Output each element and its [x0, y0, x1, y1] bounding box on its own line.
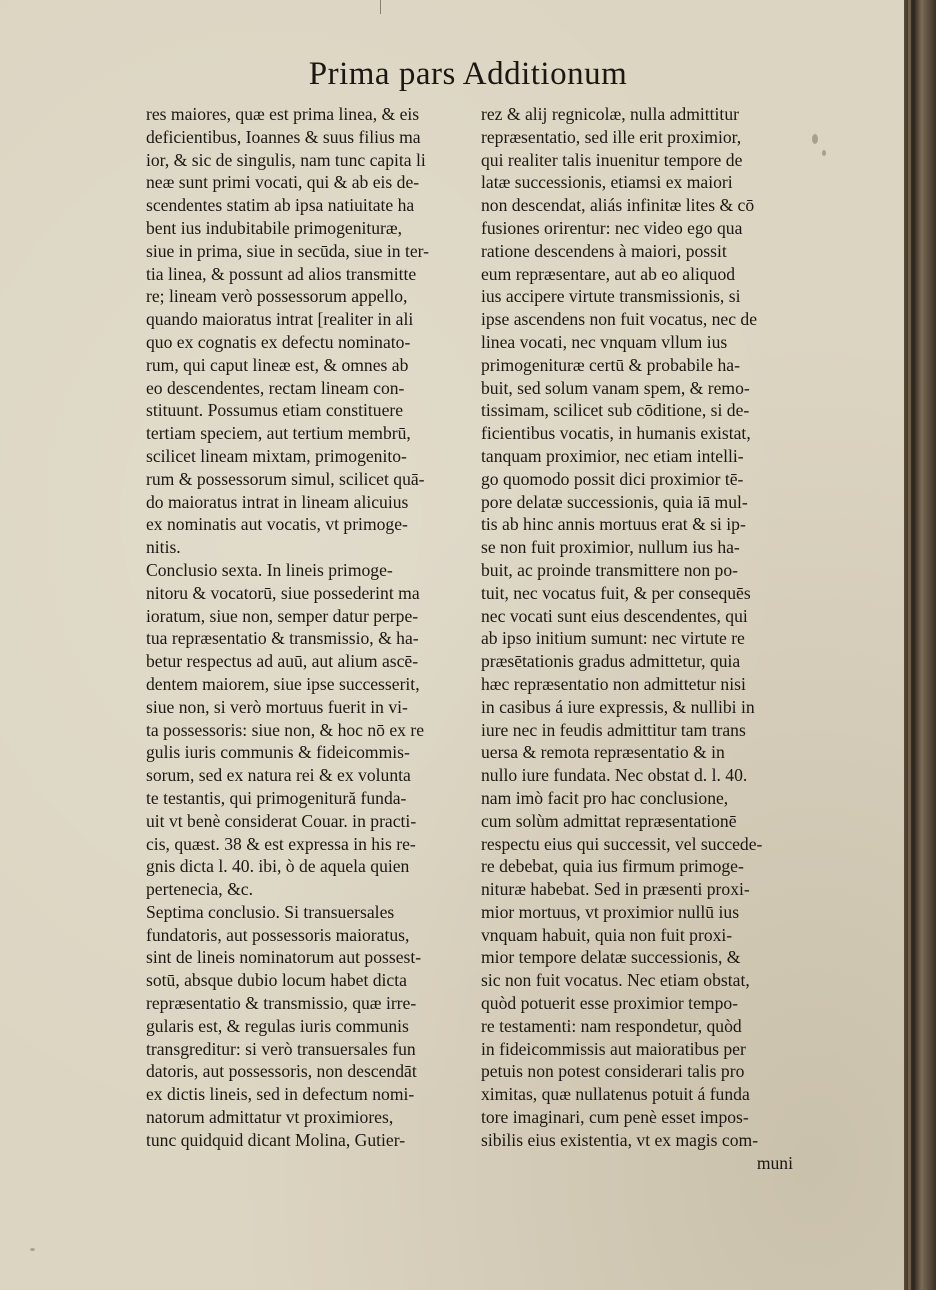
text-line: re; lineam verò possessorum appello,	[146, 286, 408, 307]
text-line: tissimam, scilicet sub cōditione, si de-	[481, 400, 750, 421]
text-line: tore imaginari, cum penè esset impos-	[481, 1107, 749, 1128]
text-line: quòd potuerit esse proximior tempo-	[481, 993, 739, 1014]
text-line: rum, qui caput lineæ est, & omnes ab	[146, 354, 409, 375]
text-line: ficientibus vocatis, in humanis existat,	[481, 423, 751, 444]
text-line: natorum admittatur vt proximiores,	[146, 1107, 394, 1128]
text-line: non descendat, aliás infinitæ lites & cō	[481, 195, 755, 216]
text-line: tertiam speciem, aut tertium membrū,	[146, 423, 411, 444]
page-signature-mark	[164, 1136, 168, 1152]
text-line: eum repræsentare, aut ab eo aliquod	[481, 263, 736, 284]
text-line: nam imò facit pro hac conclusione,	[481, 787, 729, 808]
book-edge-shadow	[904, 0, 936, 1290]
text-line: sotū, absque dubio locum habet dicta	[146, 970, 407, 991]
text-line: Conclusio sexta. In lineis primoge-	[146, 559, 393, 580]
text-line: repræsentatio, sed ille erit proximior,	[481, 126, 742, 147]
text-line: tanquam proximior, nec etiam intelli-	[481, 445, 744, 466]
text-line: do maioratus intrat in lineam alicuius	[146, 491, 409, 512]
text-line: nitis.	[146, 537, 181, 558]
text-line: cum solùm admittat repræsentationē	[481, 810, 737, 831]
text-line: petuis non potest considerari talis pro	[481, 1061, 745, 1082]
text-line: rez & alij regnicolæ, nulla admittitur	[481, 104, 739, 124]
paper-speck	[30, 1248, 35, 1251]
text-line: nituræ habebat. Sed in præsenti proxi-	[481, 879, 750, 900]
text-line: buit, sed solum vanam spem, & remo-	[481, 377, 750, 398]
text-line: scilicet lineam mixtam, primogenito-	[146, 445, 407, 466]
text-line: præsētationis gradus admittetur, quia	[481, 651, 741, 672]
text-line: iure nec in feudis admittitur tam trans	[481, 719, 746, 740]
text-line: uit vt benè considerat Couar. in practi-	[146, 810, 417, 831]
text-line: ximitas, quæ nullatenus potuit á funda	[481, 1084, 750, 1105]
text-line: gnis dicta l. 40. ibi, ò de aquela quien	[146, 856, 410, 877]
text-line: pertenecia, &c.	[146, 879, 253, 900]
text-line: ioratum, siue non, semper datur perpe-	[146, 605, 419, 626]
right-text-column	[481, 103, 793, 1174]
text-line: in fideicommissis aut maioratibus per	[481, 1038, 746, 1059]
text-line: gularis est, & regulas iuris communis	[146, 1015, 409, 1036]
left-text-column	[146, 103, 464, 1152]
text-line: ius accipere virtute transmissionis, si	[481, 286, 741, 307]
text-line: mior mortuus, vt proximior nullū ius	[481, 901, 740, 922]
text-line: betur respectus ad auū, aut alium ascē-	[146, 651, 419, 672]
text-line: ratione descendens à maiori, possit	[481, 240, 727, 261]
text-line: vnquam habuit, quia non fuit proxi-	[481, 924, 733, 945]
text-line: ta possessoris: siue non, & hoc nō ex re	[146, 719, 425, 740]
text-line: in casibus á iure expressis, & nullibi in	[481, 696, 755, 717]
text-line: datoris, aut possessoris, non descendāt	[146, 1061, 417, 1082]
text-line: sibilis eius existentia, vt ex magis com-	[481, 1129, 759, 1150]
text-line: tunc quidquid dicant Molina, Gutier-	[146, 1129, 406, 1150]
text-line: linea vocati, nec vnquam vllum ius	[481, 331, 728, 352]
text-line: scendentes statim ab ipsa natiuitate ha	[146, 195, 415, 216]
text-line: neæ sunt primi vocati, qui & ab eis de-	[146, 172, 420, 193]
text-line: transgreditur: si verò transuersales fun	[146, 1038, 416, 1059]
text-line: uersa & remota repræsentatio & in	[481, 742, 725, 763]
text-line: quo ex cognatis ex defectu nominato-	[146, 331, 411, 352]
text-line: respectu eius qui successit, vel succede-	[481, 833, 763, 854]
text-line: ex nominatis aut vocatis, vt primoge-	[146, 514, 408, 535]
text-line: Septima conclusio. Si transuersales	[146, 901, 395, 922]
text-line: rum & possessorum simul, scilicet quā-	[146, 468, 425, 489]
text-line: primogenituræ certū & probabile ha-	[481, 354, 740, 375]
text-line: muni	[756, 1152, 793, 1173]
text-line: repræsentatio & transmissio, quæ irre-	[146, 993, 417, 1014]
text-line: stituunt. Possumus etiam constituere	[146, 400, 404, 421]
text-line: fundatoris, aut possessoris maioratus,	[146, 924, 410, 945]
paper-speck	[822, 150, 826, 156]
text-line: res maiores, quæ est prima linea, & eis	[146, 104, 420, 124]
text-line: eo descendentes, rectam lineam con-	[146, 377, 405, 398]
text-line: tia linea, & possunt ad alios transmitte	[146, 263, 417, 284]
text-line: deficientibus, Ioannes & suus filius ma	[146, 126, 421, 147]
text-line: ex dictis lineis, sed in defectum nomi-	[146, 1084, 415, 1105]
text-line: siue non, si verò mortuus fuerit in vi-	[146, 696, 408, 717]
text-line: nec vocati sunt eius descendentes, qui	[481, 605, 748, 626]
paper-speck	[812, 134, 818, 144]
text-line: tua repræsentatio & transmissio, & ha-	[146, 628, 419, 649]
text-line: re debebat, quia ius firmum primoge-	[481, 856, 744, 877]
text-line: tis ab hinc annis mortuus erat & si ip-	[481, 514, 746, 535]
text-line: siue in prima, siue in secūda, siue in ter-	[146, 240, 430, 261]
text-line: gulis iuris communis & fideicommis-	[146, 742, 410, 763]
text-line: cis, quæst. 38 & est expressa in his re-	[146, 833, 416, 854]
text-line: tuit, nec vocatus fuit, & per consequēs	[481, 582, 751, 603]
text-line: sic non fuit vocatus. Nec etiam obstat,	[481, 970, 750, 991]
text-line: sint de lineis nominatorum aut possest-	[146, 947, 422, 968]
text-line: go quomodo possit dici proximior tē-	[481, 468, 744, 489]
text-line: bent ius indubitabile primogenituræ,	[146, 217, 403, 238]
text-line: mior tempore delatæ successionis, &	[481, 947, 741, 968]
text-line: fusiones orirentur: nec video ego qua	[481, 217, 743, 238]
text-line: latæ successionis, etiamsi ex maiori	[481, 172, 733, 193]
text-line: se non fuit proximior, nullum ius ha-	[481, 537, 740, 558]
text-line: quando maioratus intrat [realiter in ali	[146, 309, 414, 330]
text-line: re testamenti: nam respondetur, quòd	[481, 1015, 742, 1036]
text-line: nitoru & vocatorū, siue possederint ma	[146, 582, 420, 603]
text-line: ior, & sic de singulis, nam tunc capita li	[146, 149, 426, 170]
text-line: sorum, sed ex natura rei & ex volunta	[146, 765, 411, 786]
running-header	[0, 56, 936, 93]
page-title: Prima pars Additionum	[308, 56, 628, 92]
text-line: ipse ascendens non fuit vocatus, nec de	[481, 309, 758, 330]
text-line: ab ipso initium sumunt: nec virtute re	[481, 628, 745, 649]
text-line: qui realiter talis inuenitur tempore de	[481, 149, 743, 170]
text-line: hæc repræsentatio non admittetur nisi	[481, 673, 746, 694]
text-line: te testantis, qui primogenitură funda-	[146, 787, 407, 808]
text-line: nullo iure fundata. Nec obstat d. l. 40.	[481, 765, 748, 786]
text-line: dentem maiorem, siue ipse successerit,	[146, 673, 420, 694]
page-crease-mark	[380, 0, 381, 14]
text-line: buit, ac proinde transmittere non po-	[481, 559, 738, 580]
text-line: pore delatæ successionis, quia iā mul-	[481, 491, 748, 512]
